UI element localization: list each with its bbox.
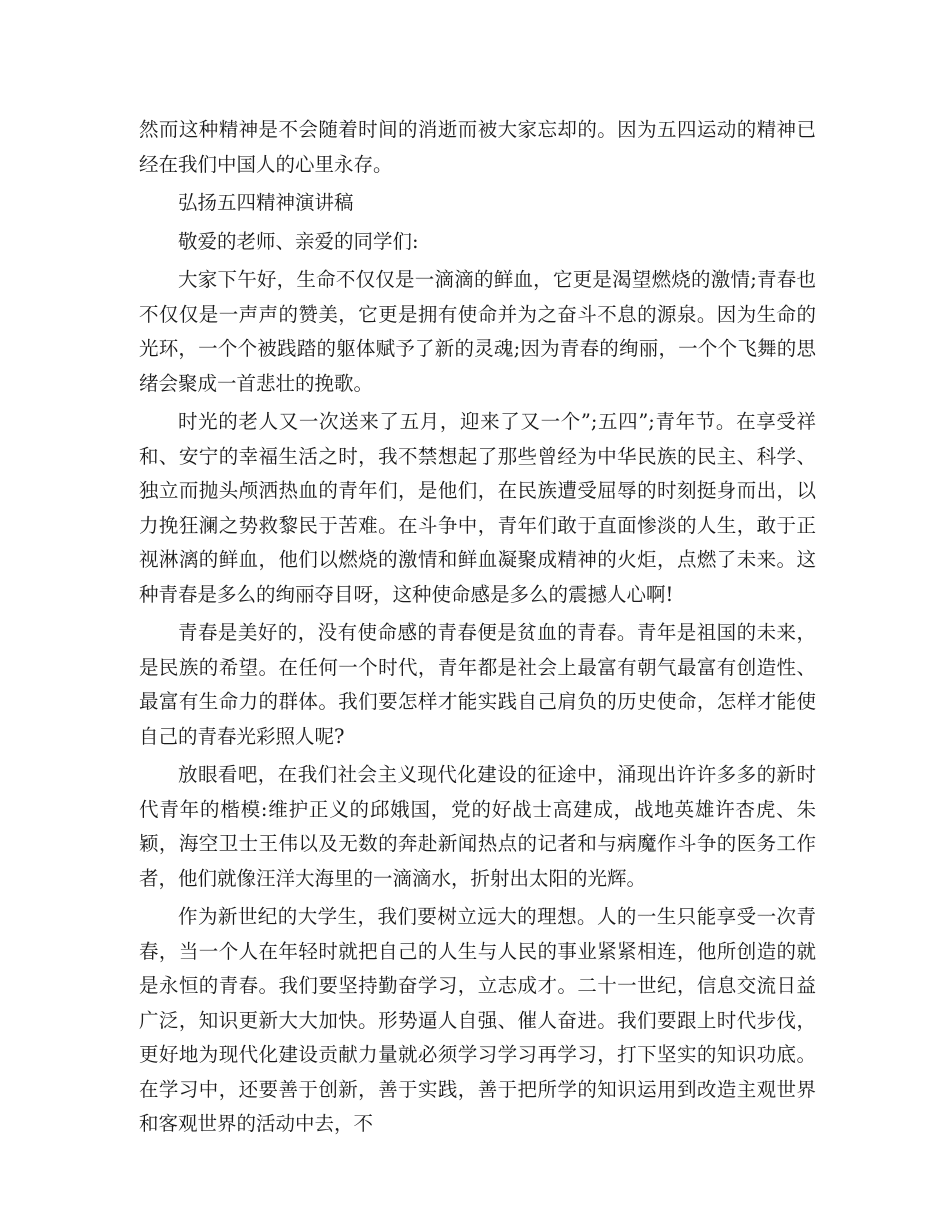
salutation: 敬爱的老师、亲爱的同学们: [178, 229, 419, 253]
paragraph: 放眼看吧，在我们社会主义现代化建设的征途中，涌现出许许多多的新时代青年的楷模:维护正义的邱娥国，党的好战士高建成，战地英雄许杏虎、朱颖，海空卫士王伟以及无数的奔赴新闻热点的记者和与病魔作斗争的医务工作者，他们就像汪洋大海里的一滴滴水，折射出太阳的光辉。 [139, 763, 816, 890]
paragraph: 青春是美好的，没有使命感的青春便是贫血的青春。青年是祖国的未来，是民族的希望。在任何一个时代，青年都是社会上最富有朝气最富有创造性、最富有生命力的群体。我们要怎样才能实践自己肩负的历史使命，怎样才能使自己的青春光彩照人呢? [139, 621, 816, 748]
speech-title: 弘扬五四精神演讲稿 [178, 191, 354, 214]
paragraph: 大家下午好，生命不仅仅是一滴滴的鲜血，它更是渴望燃烧的激情;青春也不仅仅是一声声的赞美，它更是拥有使命并为之奋斗不息的源泉。因为生命的光环，一个个被践踏的躯体赋予了新的灵魂;因为青春的绚丽，一个个飞舞的思绪会聚成一首悲壮的挽歌。 [139, 268, 816, 395]
paragraph: 时光的老人又一次送来了五月，迎来了又一个”;五四”;青年节。在享受祥和、安宁的幸福生活之时，我不禁想起了那些曾经为中华民族的民主、科学、独立而抛头颅洒热血的青年们，是他们，在民族遭受屈辱的时刻挺身而出，以力挽狂澜之势救黎民于苦难。在斗争中，青年们敢于直面惨淡的人生，敢于正视淋漓的鲜血，他们以燃烧的激情和鲜血凝聚成精神的火炬，点燃了未来。这种青春是多么的绚丽夺目呀，这种使命感是多么的震撼人心啊! [139, 410, 816, 606]
document-body [139, 113, 816, 1146]
paragraph: 作为新世纪的大学生，我们要树立远大的理想。人的一生只能享受一次青春，当一个人在年轻时就把自己的人生与人民的事业紧紧相连，他所创造的就是永恒的青春。我们要坚持勤奋学习，立志成才。二十一世纪，信息交流日益广泛，知识更新大大加快。形势逼人自强、催人奋进。我们要跟上时代步伐，更好地为现代化建设贡献力量就必须学习学习再学习，打下坚实的知识功底。在学习中，还要善于创新，善于实践，善于把所学的知识运用到改造主观世界和客观世界的活动中去，不 [139, 905, 816, 1135]
paragraph-continuation: 然而这种精神是不会随着时间的消逝而被大家忘却的。因为五四运动的精神已经在我们中国人的心里永存。 [139, 118, 816, 176]
